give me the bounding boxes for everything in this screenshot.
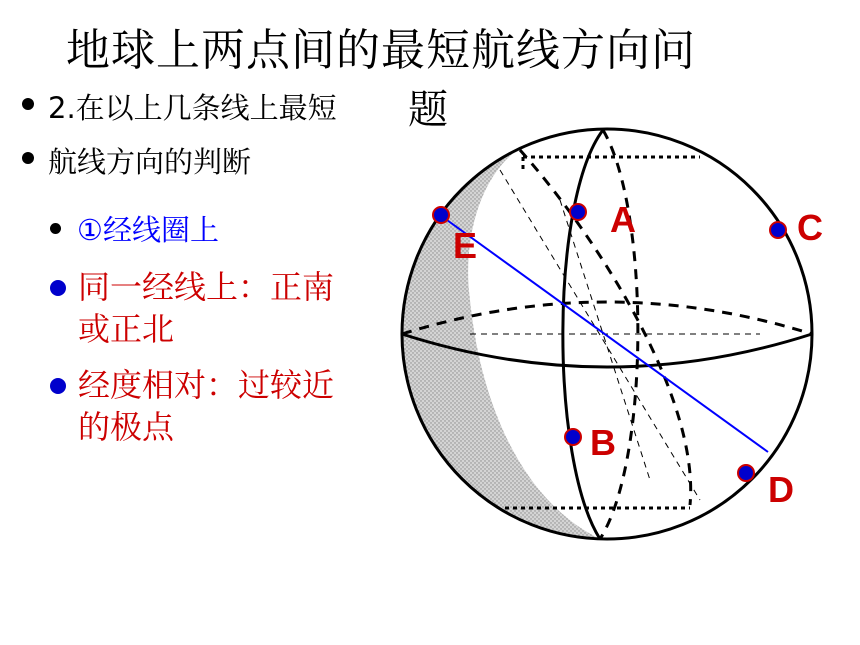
red-item-text: 同一经线上：正南或正北 — [78, 268, 335, 348]
point-e-marker — [433, 207, 449, 223]
point-d-label: D — [768, 469, 794, 510]
shaded-region — [398, 148, 600, 539]
point-a-label: A — [610, 199, 636, 240]
point-e-label: E — [453, 225, 478, 266]
bullet-text: 2.在以上几条线上最短 — [48, 91, 337, 125]
point-b-marker — [565, 429, 581, 445]
bullet-text: 航线方向的判断 — [48, 145, 252, 179]
point-b-label: B — [590, 422, 616, 463]
point-c-label: C — [797, 207, 823, 248]
sub-bullet-text: ①经线圈上 — [77, 213, 219, 247]
point-d-marker — [738, 465, 754, 481]
point-a-marker — [570, 204, 586, 220]
red-item-text: 经度相对：过较近的极点 — [78, 366, 335, 446]
point-c-marker — [770, 222, 786, 238]
slide-title-tail: 题 — [408, 87, 448, 133]
slide-title: 地球上两点间的最短航线方向问 — [66, 25, 696, 76]
